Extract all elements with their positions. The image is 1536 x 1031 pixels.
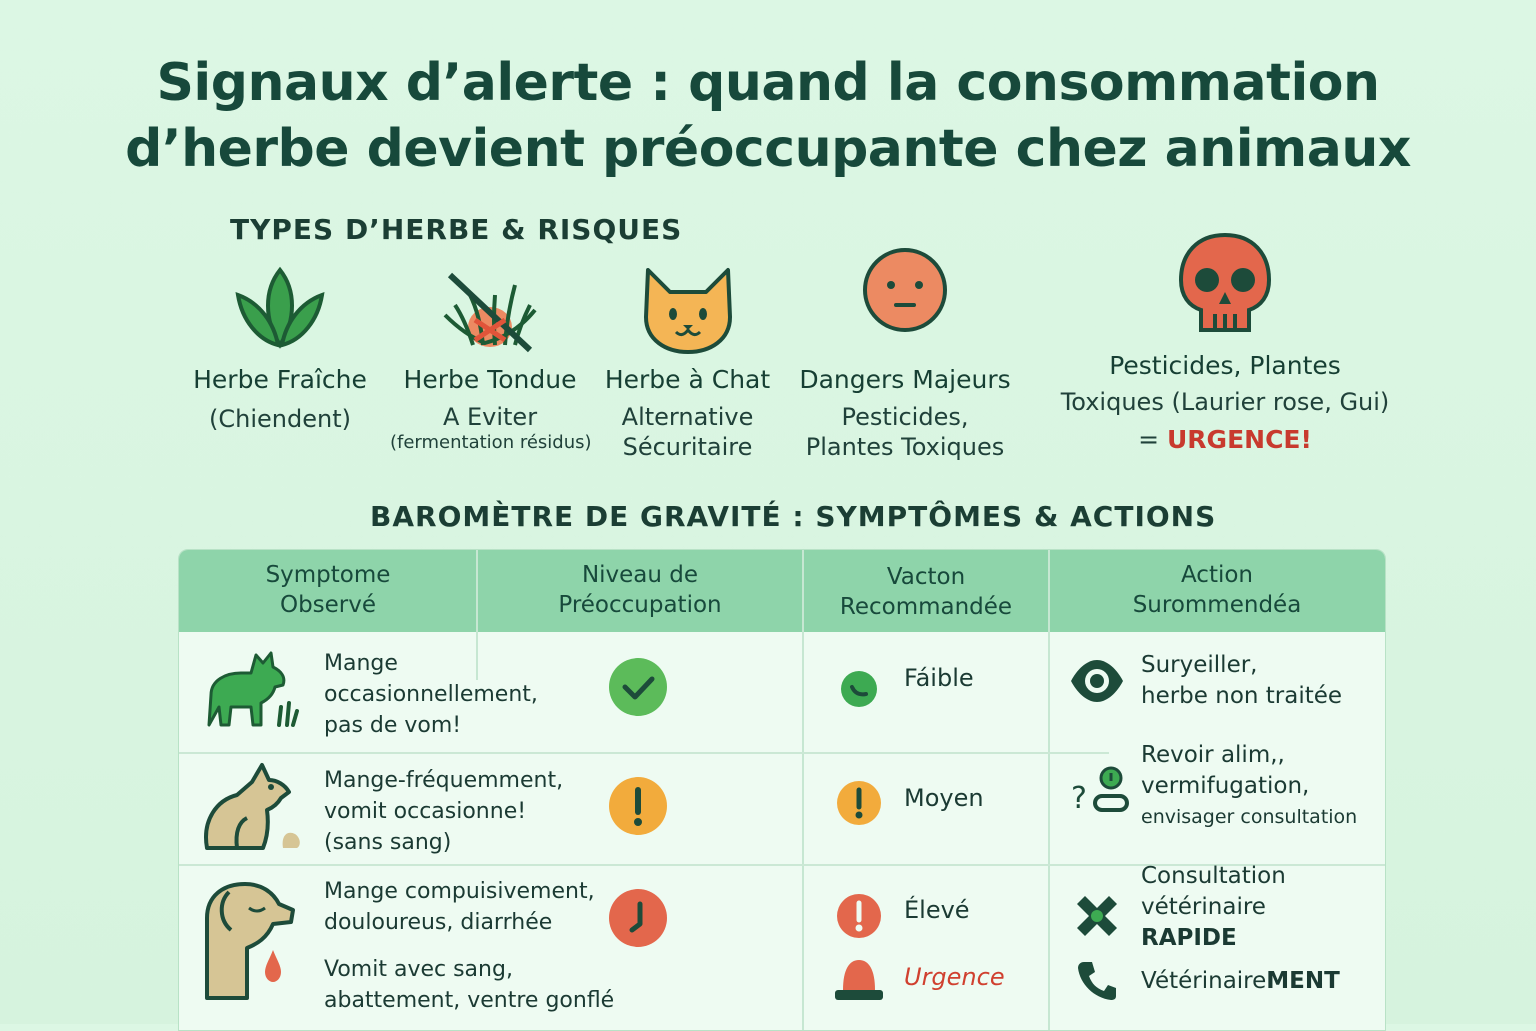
type-toxic-urgent [1050,230,1400,460]
row2-level: Moyen [904,784,984,812]
action-line: Suryeiller, [1141,652,1258,678]
crossed-grass-icon [435,265,545,355]
medical-cross-icon [1071,892,1121,942]
phone-icon [1076,960,1118,1002]
sick-dog-icon [201,878,301,1003]
equals-sign: = [1138,425,1167,454]
type-major-dangers [790,245,1020,462]
sitting-dog-icon [197,760,307,850]
action-line: Revoir alim,, [1141,742,1285,768]
symptom-line: douloureus, diarrhée [324,910,553,935]
svg-text:?: ? [1071,781,1087,816]
row3-symptom [324,876,595,938]
header-line: Action [1180,562,1254,588]
header-line: Niveau de [581,562,699,588]
leaf-icon [230,265,330,355]
type-sub-2: Plantes Toxiques [805,433,1005,461]
low-level-icon [840,670,878,708]
worried-face-icon [860,245,950,335]
type-cut-grass [390,265,590,453]
row2-symptom [324,765,563,858]
action-line: vétérinaire [1141,894,1266,920]
urgent-label: URGENCE! [1167,425,1312,454]
header-line: Vacton [886,564,966,590]
title-line-1: Signaux d’alerte : quand la consommation [156,53,1380,113]
food-check-icon [1069,764,1129,820]
row3-symptom-severe [324,954,614,1016]
header-line: Observé [279,592,377,618]
column-divider [802,550,804,1030]
header-symptom [179,560,477,620]
type-sub: Pesticides, [841,403,969,431]
grazing-animal-icon [201,645,301,730]
type-sub-rest: (Laurier rose, Gui) [1163,388,1390,416]
header-line: Préoccupation [558,592,722,618]
medium-level-icon [836,780,882,826]
skull-icon [1175,230,1275,340]
action-word: Vétérinaire [1141,968,1267,994]
row1-action [1141,650,1342,712]
severity-table [178,549,1386,1031]
type-name: Pesticides, Plantes [1109,351,1341,380]
row3-action [1141,861,1286,954]
symptom-line: Mange [324,651,398,676]
type-note: (fermentation résidus) [390,432,592,453]
action-line: RAPIDE [1141,925,1237,951]
type-sub-2: Sécuritaire [622,433,753,461]
row1-level: Fáible [904,664,974,692]
header-line: Surommendéa [1132,592,1302,618]
check-icon [608,657,668,717]
row1-symptom [324,648,538,741]
type-sub: (Chiendent) [209,405,351,433]
header-recommended [803,562,1049,622]
type-sub-bold: Toxiques [1060,388,1164,416]
header-action [1049,560,1385,620]
type-sub [1050,384,1400,420]
warning-icon [608,776,668,836]
row-divider [179,752,1109,754]
header-line: Symptome [265,562,391,588]
type-sub: Alternative [621,403,754,431]
row3-action-urgent [1141,966,1340,997]
column-divider [1048,550,1050,1030]
type-fresh-grass [180,265,380,434]
types-heading: TYPES D’HERBE & RISQUES [230,213,683,246]
eye-icon [1069,658,1125,704]
symptom-line: (sans sang) [324,830,452,855]
action-line: vermifugation, [1141,773,1310,799]
row2-action [1141,740,1357,833]
title-line-2: d’herbe devient préoccupante chez animaux [125,119,1411,179]
symptom-line: Mange-fréquemment, [324,768,564,793]
type-urgent [1050,420,1400,460]
page-title [0,50,1536,182]
row3-urgent-level: Urgence [904,963,1005,991]
symptom-line: occasionnellement, [324,682,538,707]
type-name: Dangers Majeurs [799,365,1011,394]
siren-icon [833,956,885,1002]
action-line: Consultation [1141,863,1286,889]
symptom-line: Mange compuisivement, [324,879,595,904]
symptom-line: Vomit avec sang, [324,957,513,982]
type-name: Herbe Tondue [403,365,577,394]
action-word-suffix: MENT [1266,968,1340,994]
clock-alert-icon [608,888,668,948]
barometer-heading: BAROMÈTRE DE GRAVITÉ : SYMPTÔMES & ACTIONS [370,500,1217,533]
symptom-line: abattement, ventre gonflé [324,988,615,1013]
type-name: Herbe Fraîche [193,365,367,394]
action-line: herbe non traitée [1141,683,1343,709]
type-sub: A Eviter [442,403,538,431]
type-name: Herbe à Chat [604,365,771,394]
header-line: Recommandée [839,594,1013,620]
symptom-line: vomit occasionne! [324,799,527,824]
cat-face-icon [638,262,738,357]
action-line: envisager consultation [1141,806,1358,828]
row3-level: Élevé [904,896,970,924]
high-level-icon [836,893,882,939]
symptom-line: pas de vom! [324,713,462,738]
header-level [477,560,803,620]
type-cat-grass [595,262,780,462]
